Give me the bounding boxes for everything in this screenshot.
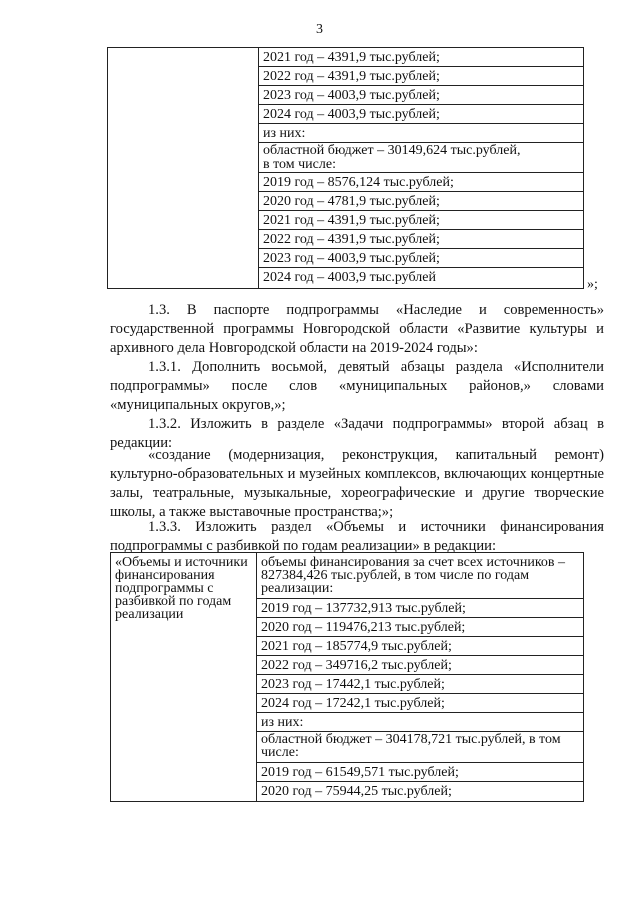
funding-line: областной бюджет – 30149,624 тыс.рублей,	[263, 143, 521, 158]
funding-line: 2024 год – 4003,9 тыс.рублей	[263, 270, 436, 285]
funding-line: 2023 год – 4003,9 тыс.рублей;	[259, 87, 583, 105]
paragraph-1-3: 1.3. В паспорте подпрограммы «Наследие и современность» государственной программы Новгородской области «Развитие культуры и архивного дела Новгородской области на 2019-2024 годы»:	[110, 302, 604, 356]
funding-section-title: «Объемы и источники финансирования подпрограммы с разбивкой по годам реализации	[115, 555, 248, 622]
funding-line: из них:	[257, 714, 583, 732]
funding-line: 2019 год – 8576,124 тыс.рублей;	[259, 174, 583, 192]
funding-line: 2020 год – 75944,25 тыс.рублей;	[261, 784, 452, 799]
top-funding-table	[107, 47, 584, 289]
funding-line: 2023 год – 4003,9 тыс.рублей;	[259, 250, 583, 268]
paragraph-1-3-2: 1.3.2. Изложить в разделе «Задачи подпрограммы» второй абзац в редакции:	[110, 416, 604, 451]
funding-line: 2022 год – 4391,9 тыс.рублей;	[259, 68, 583, 86]
funding-line: 2024 год – 17242,1 тыс.рублей;	[257, 695, 583, 713]
paragraph-quote-tasks: «создание (модернизация, реконструкция, капитальный ремонт) культурно-образовательных и музейных комплексов, включающих концертные залы, театральные, музыкальные, хореографические и другие творческие школы, а также выставочные пространства;»;	[110, 447, 604, 520]
bottom-table-right-cell	[257, 553, 584, 802]
funding-line: из них:	[259, 125, 583, 143]
funding-line: 2019 год – 61549,571 тыс.рублей;	[257, 764, 583, 782]
closing-quote: »;	[587, 277, 598, 292]
funding-line: в том числе:	[263, 157, 336, 172]
funding-line: 2023 год – 17442,1 тыс.рублей;	[257, 676, 583, 694]
funding-line: 2019 год – 137732,913 тыс.рублей;	[257, 600, 583, 618]
total-funding-line: объемы финансирования за счет всех источников – 827384,426 тыс.рублей, в том числе по годам реализации:	[257, 554, 583, 599]
bottom-table-left-cell	[111, 553, 257, 802]
top-table-left-cell	[108, 48, 259, 289]
funding-line: 2020 год – 119476,213 тыс.рублей;	[257, 619, 583, 637]
funding-line: 2020 год – 4781,9 тыс.рублей;	[259, 193, 583, 211]
funding-line: 2024 год – 4003,9 тыс.рублей;	[259, 106, 583, 124]
funding-line: 2022 год – 4391,9 тыс.рублей;	[259, 231, 583, 249]
funding-line: 2021 год – 4391,9 тыс.рублей;	[259, 49, 583, 67]
regional-budget-block	[259, 144, 583, 173]
funding-line: 2021 год – 185774,9 тыс.рублей;	[257, 638, 583, 656]
funding-line: 2021 год – 4391,9 тыс.рублей;	[259, 212, 583, 230]
paragraph-1-3-1: 1.3.1. Дополнить восьмой, девятый абзацы раздела «Исполнители подпрограммы» после слов «муниципальных районов,» словами «муниципальных округов,»;	[110, 359, 604, 413]
top-table-right-cell	[259, 48, 584, 289]
regional-budget-line: областной бюджет – 304178,721 тыс.рублей, в том числе:	[257, 733, 583, 763]
page-number: 3	[316, 22, 323, 37]
bottom-funding-table	[110, 552, 584, 802]
paragraph-1-3-3: 1.3.3. Изложить раздел «Объемы и источники финансирования подпрограммы с разбивкой по годам реализации» в редакции:	[110, 519, 604, 554]
funding-line: 2022 год – 349716,2 тыс.рублей;	[257, 657, 583, 675]
